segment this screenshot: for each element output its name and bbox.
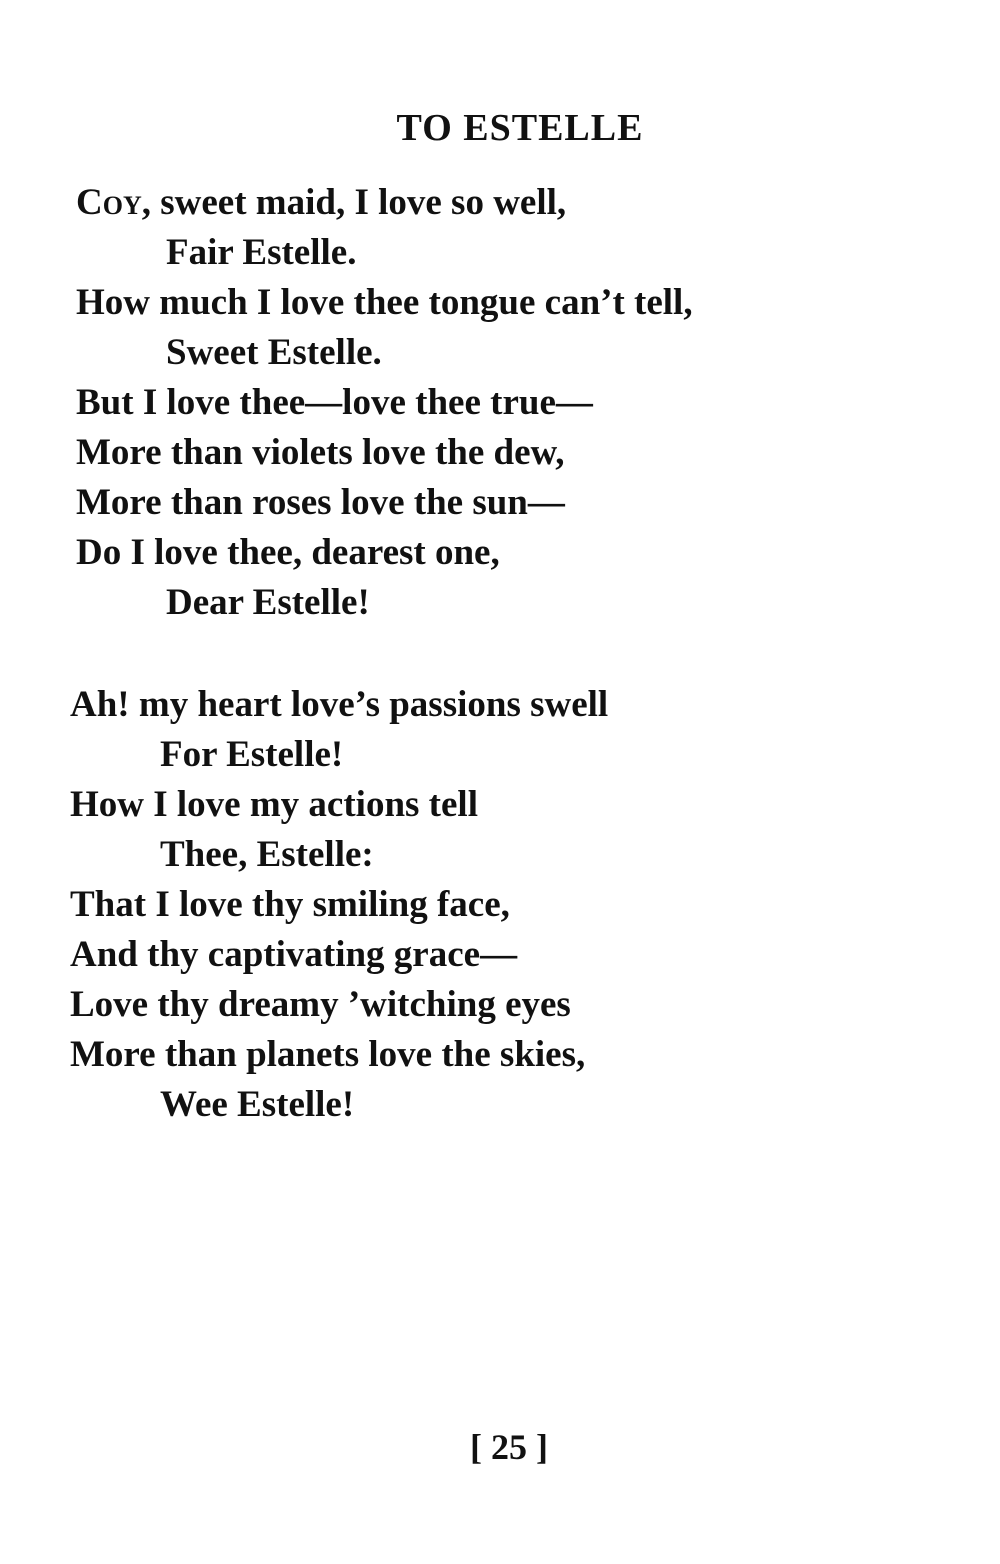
poem-title: TO ESTELLE xyxy=(396,107,644,149)
poem-line: How I love my actions tell xyxy=(70,784,478,825)
stanza-1 xyxy=(76,178,693,628)
poem-line-refrain: Fair Estelle. xyxy=(166,232,357,273)
poem-line: How much I love thee tongue can’t tell, xyxy=(76,282,693,323)
poem-line xyxy=(76,178,693,228)
poem-line: But I love thee—love thee true— xyxy=(76,382,593,423)
line-text: , sweet maid, I love so well, xyxy=(141,182,567,223)
poem-line: More than violets love the dew, xyxy=(76,432,565,473)
poem-line: And thy captivating grace— xyxy=(70,934,518,975)
poem-line: Love thy dreamy ’witching eyes xyxy=(70,984,571,1025)
poem-line: Ah! my heart love’s passions swell xyxy=(70,684,609,725)
poem-line-refrain: Dear Estelle! xyxy=(166,582,370,623)
poem-line-refrain: Wee Estelle! xyxy=(160,1084,355,1125)
poem-line-refrain: Sweet Estelle. xyxy=(166,332,382,373)
poem-line: That I love thy smiling face, xyxy=(70,884,510,925)
poem-line: More than roses love the sun— xyxy=(76,482,565,523)
page-number: [ 25 ] xyxy=(470,1427,548,1467)
poem-line-refrain: For Estelle! xyxy=(160,734,344,775)
poem-line: More than planets love the skies, xyxy=(70,1034,586,1075)
first-word: Coy xyxy=(76,182,142,223)
poem-line: Do I love thee, dearest one, xyxy=(76,532,500,573)
poem-line-refrain: Thee, Estelle: xyxy=(160,834,374,875)
stanza-2 xyxy=(70,680,608,1130)
